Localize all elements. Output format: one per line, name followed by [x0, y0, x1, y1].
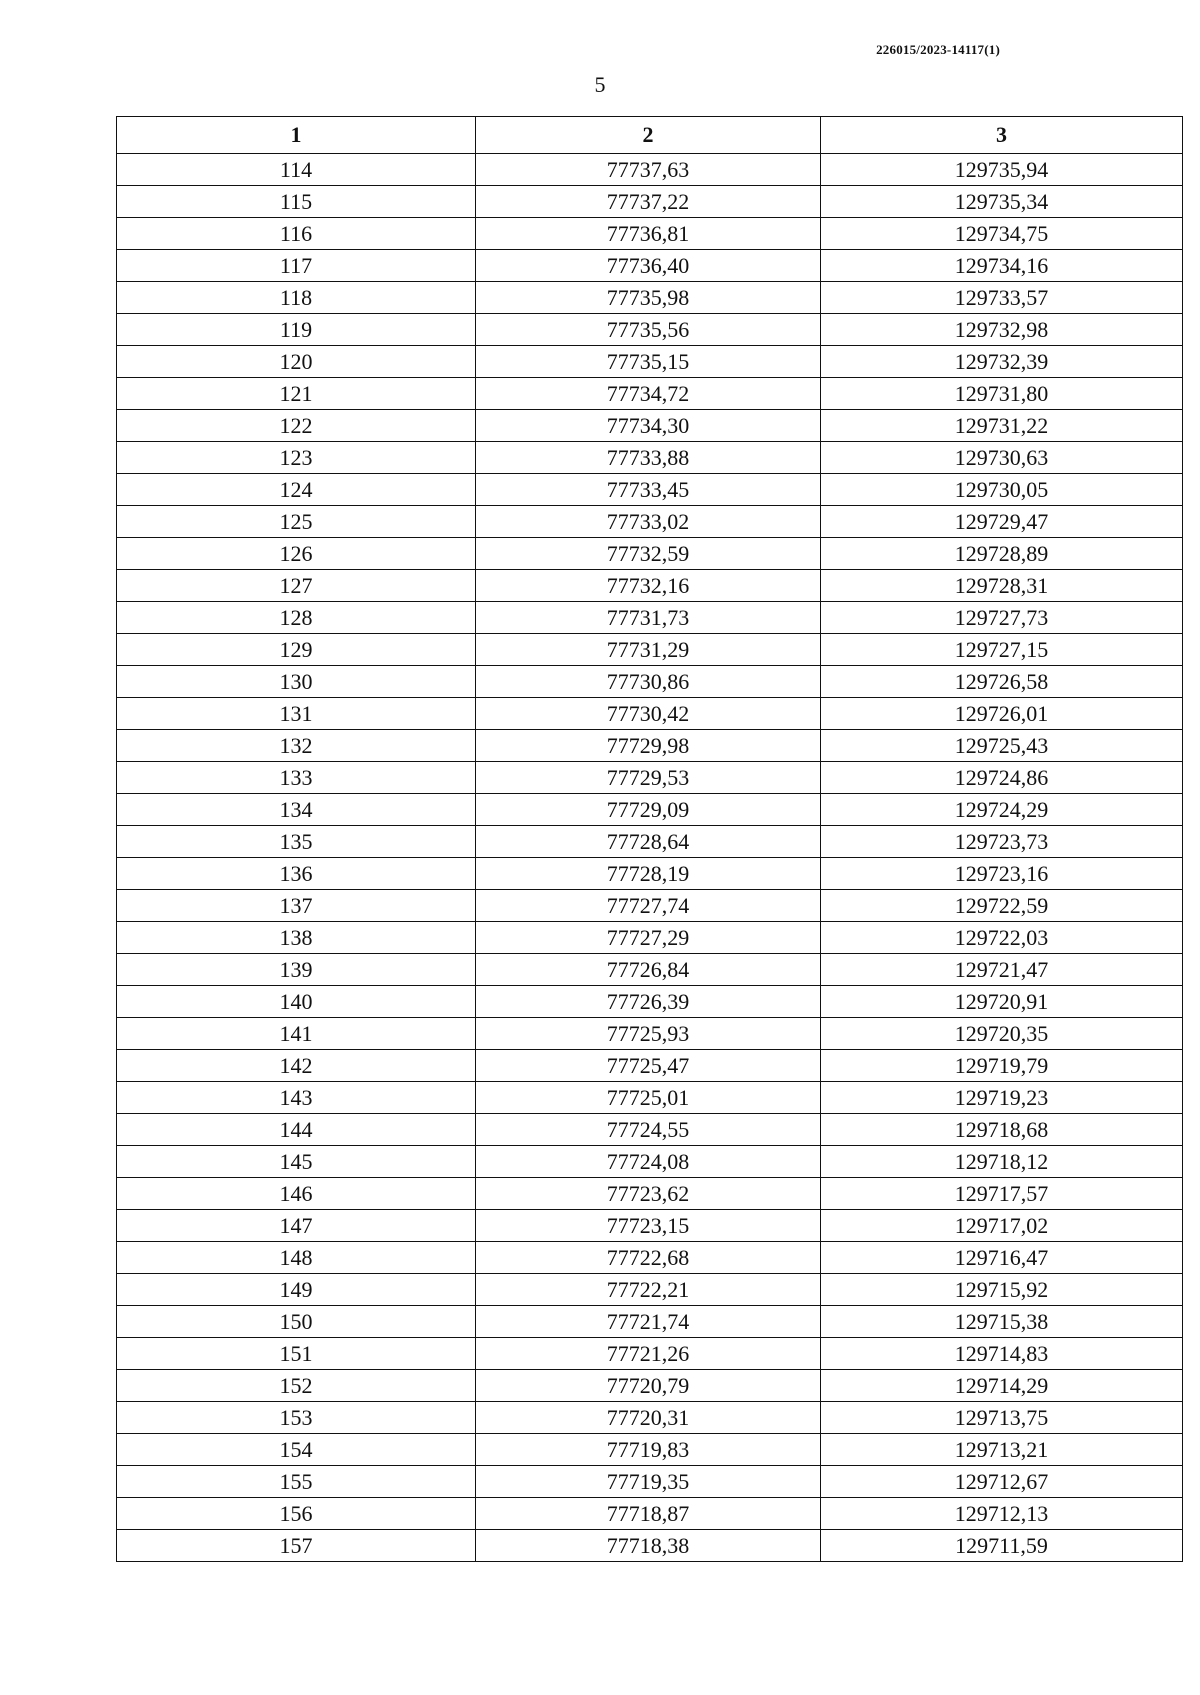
- point-number-cell: 131: [117, 698, 476, 730]
- point-number-cell: 132: [117, 730, 476, 762]
- coordinate-x-cell: 77732,59: [476, 538, 821, 570]
- table-row: [117, 698, 1183, 730]
- coordinate-x-cell: 77722,68: [476, 1242, 821, 1274]
- table-row: [117, 826, 1183, 858]
- coordinate-x-cell: 77721,26: [476, 1338, 821, 1370]
- point-number-cell: 117: [117, 250, 476, 282]
- coordinate-y-cell: 129732,98: [821, 314, 1183, 346]
- coordinate-y-cell: 129722,59: [821, 890, 1183, 922]
- table-row: [117, 1114, 1183, 1146]
- coordinate-x-cell: 77729,98: [476, 730, 821, 762]
- table-body: [117, 154, 1183, 1562]
- coordinate-x-cell: 77728,19: [476, 858, 821, 890]
- point-number-cell: 153: [117, 1402, 476, 1434]
- table-row: [117, 186, 1183, 218]
- coordinate-x-cell: 77726,84: [476, 954, 821, 986]
- coordinate-y-cell: 129730,05: [821, 474, 1183, 506]
- table-row: [117, 1434, 1183, 1466]
- coordinate-x-cell: 77736,40: [476, 250, 821, 282]
- point-number-cell: 154: [117, 1434, 476, 1466]
- column-header-2: 2: [476, 117, 821, 154]
- coordinate-y-cell: 129727,15: [821, 634, 1183, 666]
- table-row: [117, 666, 1183, 698]
- coordinate-x-cell: 77718,87: [476, 1498, 821, 1530]
- point-number-cell: 156: [117, 1498, 476, 1530]
- table-row: [117, 1274, 1183, 1306]
- coordinate-y-cell: 129729,47: [821, 506, 1183, 538]
- coordinate-x-cell: 77720,31: [476, 1402, 821, 1434]
- coordinate-y-cell: 129715,92: [821, 1274, 1183, 1306]
- coordinate-y-cell: 129717,57: [821, 1178, 1183, 1210]
- point-number-cell: 119: [117, 314, 476, 346]
- coordinate-y-cell: 129711,59: [821, 1530, 1183, 1562]
- coordinate-y-cell: 129715,38: [821, 1306, 1183, 1338]
- point-number-cell: 126: [117, 538, 476, 570]
- coordinate-y-cell: 129723,16: [821, 858, 1183, 890]
- coordinate-y-cell: 129735,34: [821, 186, 1183, 218]
- coordinate-y-cell: 129720,35: [821, 1018, 1183, 1050]
- coordinate-x-cell: 77733,88: [476, 442, 821, 474]
- point-number-cell: 133: [117, 762, 476, 794]
- point-number-cell: 140: [117, 986, 476, 1018]
- table-row: [117, 922, 1183, 954]
- table-row: [117, 154, 1183, 186]
- coordinate-y-cell: 129727,73: [821, 602, 1183, 634]
- coordinate-x-cell: 77726,39: [476, 986, 821, 1018]
- column-header-3: 3: [821, 117, 1183, 154]
- table-row: [117, 1306, 1183, 1338]
- coordinate-y-cell: 129733,57: [821, 282, 1183, 314]
- point-number-cell: 121: [117, 378, 476, 410]
- document-reference: 226015/2023-14117(1): [876, 42, 1000, 57]
- point-number-cell: 123: [117, 442, 476, 474]
- coordinate-x-cell: 77723,15: [476, 1210, 821, 1242]
- table-row: [117, 1018, 1183, 1050]
- point-number-cell: 127: [117, 570, 476, 602]
- coordinate-y-cell: 129726,58: [821, 666, 1183, 698]
- coordinate-x-cell: 77724,55: [476, 1114, 821, 1146]
- coordinate-y-cell: 129718,68: [821, 1114, 1183, 1146]
- point-number-cell: 114: [117, 154, 476, 186]
- coordinate-x-cell: 77729,09: [476, 794, 821, 826]
- coordinate-y-cell: 129730,63: [821, 442, 1183, 474]
- table-row: [117, 1178, 1183, 1210]
- table-row: [117, 794, 1183, 826]
- table-row: [117, 218, 1183, 250]
- table-row: [117, 762, 1183, 794]
- coordinate-y-cell: 129734,75: [821, 218, 1183, 250]
- point-number-cell: 144: [117, 1114, 476, 1146]
- coordinate-x-cell: 77736,81: [476, 218, 821, 250]
- coordinate-x-cell: 77727,74: [476, 890, 821, 922]
- point-number-cell: 145: [117, 1146, 476, 1178]
- coordinate-x-cell: 77721,74: [476, 1306, 821, 1338]
- table-row: [117, 1050, 1183, 1082]
- coordinate-y-cell: 129714,29: [821, 1370, 1183, 1402]
- coordinates-table-container: [116, 116, 1182, 1562]
- coordinate-y-cell: 129731,22: [821, 410, 1183, 442]
- point-number-cell: 137: [117, 890, 476, 922]
- coordinate-x-cell: 77719,35: [476, 1466, 821, 1498]
- point-number-cell: 142: [117, 1050, 476, 1082]
- coordinate-y-cell: 129712,67: [821, 1466, 1183, 1498]
- table-row: [117, 250, 1183, 282]
- table-row: [117, 986, 1183, 1018]
- point-number-cell: 120: [117, 346, 476, 378]
- coordinate-x-cell: 77725,01: [476, 1082, 821, 1114]
- table-header-row: [117, 117, 1183, 154]
- table-row: [117, 1338, 1183, 1370]
- coordinate-y-cell: 129713,75: [821, 1402, 1183, 1434]
- table-row: [117, 410, 1183, 442]
- coordinate-x-cell: 77730,86: [476, 666, 821, 698]
- coordinate-x-cell: 77729,53: [476, 762, 821, 794]
- table-row: [117, 282, 1183, 314]
- point-number-cell: 124: [117, 474, 476, 506]
- point-number-cell: 147: [117, 1210, 476, 1242]
- coordinate-x-cell: 77735,98: [476, 282, 821, 314]
- coordinate-x-cell: 77737,22: [476, 186, 821, 218]
- coordinate-y-cell: 129724,86: [821, 762, 1183, 794]
- table-row: [117, 314, 1183, 346]
- coordinate-y-cell: 129719,79: [821, 1050, 1183, 1082]
- coordinate-x-cell: 77723,62: [476, 1178, 821, 1210]
- table-row: [117, 954, 1183, 986]
- coordinate-y-cell: 129717,02: [821, 1210, 1183, 1242]
- coordinate-y-cell: 129714,83: [821, 1338, 1183, 1370]
- point-number-cell: 130: [117, 666, 476, 698]
- point-number-cell: 128: [117, 602, 476, 634]
- point-number-cell: 150: [117, 1306, 476, 1338]
- coordinate-y-cell: 129728,31: [821, 570, 1183, 602]
- coordinate-x-cell: 77728,64: [476, 826, 821, 858]
- coordinate-y-cell: 129719,23: [821, 1082, 1183, 1114]
- point-number-cell: 143: [117, 1082, 476, 1114]
- coordinate-x-cell: 77733,45: [476, 474, 821, 506]
- coordinate-y-cell: 129723,73: [821, 826, 1183, 858]
- coordinate-x-cell: 77735,15: [476, 346, 821, 378]
- coordinate-y-cell: 129713,21: [821, 1434, 1183, 1466]
- table-row: [117, 538, 1183, 570]
- page-number: 5: [594, 72, 606, 97]
- coordinate-x-cell: 77727,29: [476, 922, 821, 954]
- table-row: [117, 1466, 1183, 1498]
- table-row: [117, 1210, 1183, 1242]
- coordinate-y-cell: 129718,12: [821, 1146, 1183, 1178]
- table-row: [117, 1370, 1183, 1402]
- table-row: [117, 634, 1183, 666]
- coordinate-y-cell: 129735,94: [821, 154, 1183, 186]
- coordinate-y-cell: 129731,80: [821, 378, 1183, 410]
- coordinate-x-cell: 77724,08: [476, 1146, 821, 1178]
- coordinate-x-cell: 77722,21: [476, 1274, 821, 1306]
- point-number-cell: 152: [117, 1370, 476, 1402]
- point-number-cell: 129: [117, 634, 476, 666]
- table-row: [117, 602, 1183, 634]
- coordinate-y-cell: 129724,29: [821, 794, 1183, 826]
- table-row: [117, 474, 1183, 506]
- point-number-cell: 115: [117, 186, 476, 218]
- point-number-cell: 116: [117, 218, 476, 250]
- coordinate-y-cell: 129720,91: [821, 986, 1183, 1018]
- table-row: [117, 1498, 1183, 1530]
- point-number-cell: 136: [117, 858, 476, 890]
- table-row: [117, 570, 1183, 602]
- point-number-cell: 134: [117, 794, 476, 826]
- table-row: [117, 506, 1183, 538]
- table-row: [117, 1402, 1183, 1434]
- coordinate-y-cell: 129722,03: [821, 922, 1183, 954]
- point-number-cell: 118: [117, 282, 476, 314]
- coordinate-x-cell: 77731,29: [476, 634, 821, 666]
- table-row: [117, 378, 1183, 410]
- coordinate-x-cell: 77734,72: [476, 378, 821, 410]
- coordinate-y-cell: 129712,13: [821, 1498, 1183, 1530]
- coordinates-table: [116, 116, 1183, 1562]
- column-header-1: 1: [117, 117, 476, 154]
- point-number-cell: 155: [117, 1466, 476, 1498]
- point-number-cell: 157: [117, 1530, 476, 1562]
- coordinate-y-cell: 129732,39: [821, 346, 1183, 378]
- coordinate-x-cell: 77725,47: [476, 1050, 821, 1082]
- table-row: [117, 1146, 1183, 1178]
- table-row: [117, 730, 1183, 762]
- coordinate-x-cell: 77719,83: [476, 1434, 821, 1466]
- coordinate-x-cell: 77733,02: [476, 506, 821, 538]
- table-row: [117, 346, 1183, 378]
- coordinate-x-cell: 77735,56: [476, 314, 821, 346]
- coordinate-y-cell: 129726,01: [821, 698, 1183, 730]
- coordinate-y-cell: 129721,47: [821, 954, 1183, 986]
- point-number-cell: 125: [117, 506, 476, 538]
- table-row: [117, 1082, 1183, 1114]
- point-number-cell: 148: [117, 1242, 476, 1274]
- coordinate-x-cell: 77731,73: [476, 602, 821, 634]
- table-row: [117, 442, 1183, 474]
- point-number-cell: 146: [117, 1178, 476, 1210]
- coordinate-x-cell: 77730,42: [476, 698, 821, 730]
- coordinate-x-cell: 77737,63: [476, 154, 821, 186]
- coordinate-x-cell: 77732,16: [476, 570, 821, 602]
- table-row: [117, 858, 1183, 890]
- point-number-cell: 122: [117, 410, 476, 442]
- coordinate-x-cell: 77720,79: [476, 1370, 821, 1402]
- coordinate-x-cell: 77718,38: [476, 1530, 821, 1562]
- coordinate-x-cell: 77725,93: [476, 1018, 821, 1050]
- table-row: [117, 1242, 1183, 1274]
- table-header: [117, 117, 1183, 154]
- table-row: [117, 1530, 1183, 1562]
- point-number-cell: 149: [117, 1274, 476, 1306]
- coordinate-y-cell: 129734,16: [821, 250, 1183, 282]
- table-row: [117, 890, 1183, 922]
- point-number-cell: 135: [117, 826, 476, 858]
- coordinate-y-cell: 129716,47: [821, 1242, 1183, 1274]
- point-number-cell: 141: [117, 1018, 476, 1050]
- point-number-cell: 139: [117, 954, 476, 986]
- coordinate-y-cell: 129725,43: [821, 730, 1183, 762]
- point-number-cell: 151: [117, 1338, 476, 1370]
- coordinate-y-cell: 129728,89: [821, 538, 1183, 570]
- coordinate-x-cell: 77734,30: [476, 410, 821, 442]
- point-number-cell: 138: [117, 922, 476, 954]
